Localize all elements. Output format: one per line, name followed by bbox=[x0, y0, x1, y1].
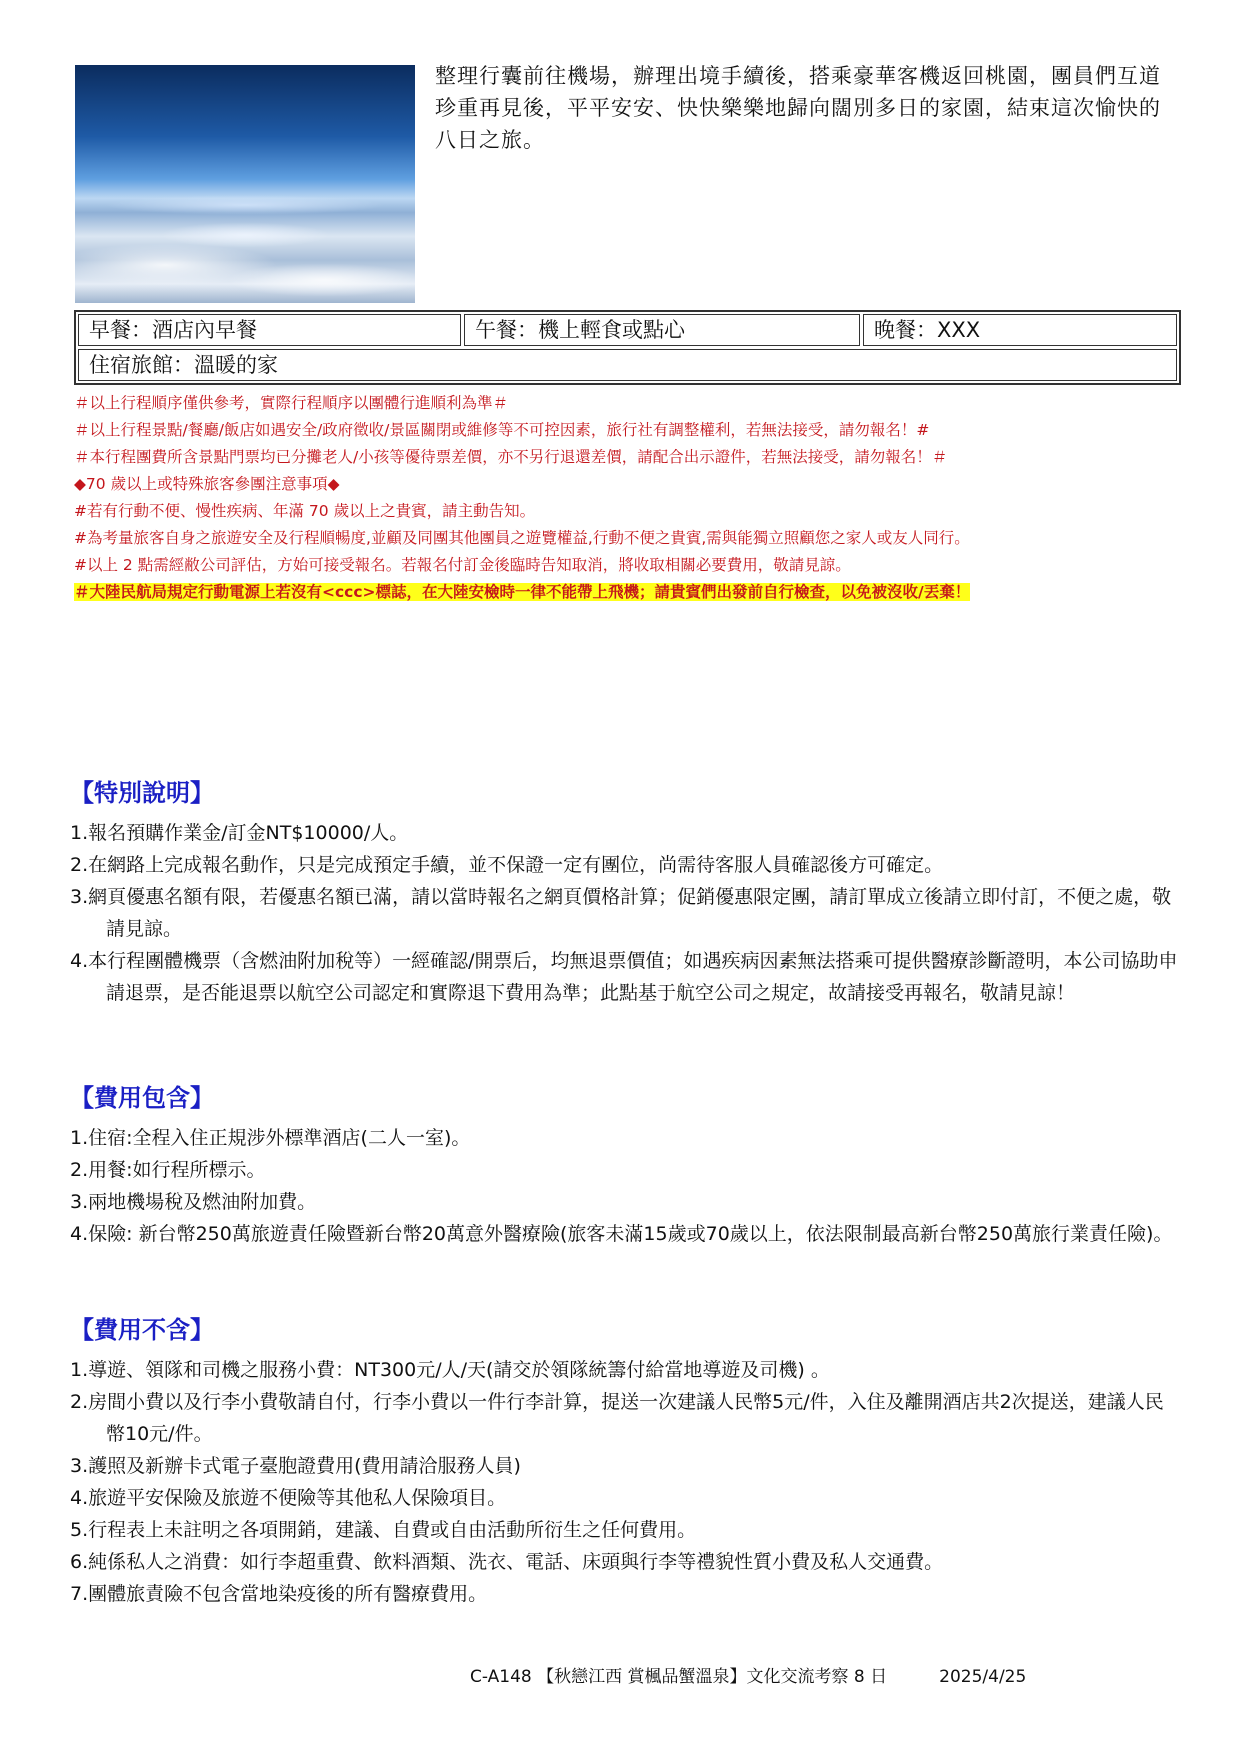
excluded-section bbox=[70, 1312, 1180, 1610]
special-section bbox=[70, 775, 1180, 1009]
note-line: ＃本行程團費所含景點門票均已分攤老人/小孩等優待票差價，亦不另行退還差價，請配合出示證件，若無法接受，請勿報名！＃ bbox=[74, 448, 948, 466]
note-line: ＃以上行程順序僅供參考，實際行程順序以團體行進順利為準＃ bbox=[74, 394, 509, 412]
day-intro-text: 整理行囊前往機場，辦理出境手續後，搭乘豪華客機返回桃園，團員們互道珍重再見後，平平安安、快快樂樂地歸向闊別多日的家園，結束這次愉快的八日之旅。 bbox=[435, 64, 1161, 152]
list-item: 2.用餐:如行程所標示。 bbox=[70, 1159, 266, 1181]
note-line: #以上 2 點需經敝公司評估，方始可接受報名。若報名付訂金後臨時告知取消，將收取相關必要費用，敬請見諒。 bbox=[74, 556, 851, 574]
list-item: 5.行程表上未註明之各項開銷，建議、自費或自由活動所衍生之任何費用。 bbox=[70, 1519, 697, 1541]
hotel-cell: 住宿旅館：溫暖的家 bbox=[78, 349, 1177, 381]
list-item: 6.純係私人之消費：如行李超重費、飲料酒類、洗衣、電話、床頭與行李等禮貌性質小費及私人交通費。 bbox=[70, 1551, 944, 1573]
notes-block bbox=[74, 390, 1184, 606]
note-line: ＃以上行程景點/餐廳/飯店如遇安全/政府徵收/景區關閉或維修等不可控因素，旅行社有調整權利，若無法接受，請勿報名！# bbox=[74, 421, 930, 439]
special-list bbox=[70, 817, 1180, 1009]
list-item: 4.保險: 新台幣250萬旅遊責任險暨新台幣20萬意外醫療險(旅客未滿15歲或70歲以上，依法限制最高新台幣250萬旅行業責任險)。 bbox=[70, 1223, 1173, 1245]
list-item: 4.旅遊平安保險及旅遊不便險等其他私人保險項目。 bbox=[70, 1487, 507, 1509]
included-section bbox=[70, 1080, 1180, 1250]
list-item: 3.網頁優惠名額有限，若優惠名額已滿，請以當時報名之網頁價格計算；促銷優惠限定團，請訂單成立後請立即付訂，不便之處，敬請見諒。 bbox=[70, 886, 1172, 940]
dinner-cell: 晚餐：XXX bbox=[863, 314, 1177, 346]
excluded-list bbox=[70, 1354, 1180, 1610]
lunch-cell: 午餐：機上輕食或點心 bbox=[464, 314, 860, 346]
footer-date: 2025/4/25 bbox=[939, 1667, 1027, 1687]
list-item: 1.報名預購作業金/訂金NT$10000/人。 bbox=[70, 822, 409, 844]
highlight-note-text: ＃大陸民航局規定行動電源上若沒有<ccc>標誌，在大陸安檢時一律不能帶上飛機；請貴賓們出發前自行檢查，以免被沒收/丟棄！ bbox=[74, 583, 971, 601]
footer-code: C-A148 【秋戀江西 賞楓品蟹溫泉】文化交流考察 8 日 bbox=[470, 1667, 888, 1687]
included-title: 【費用包含】 bbox=[70, 1084, 214, 1112]
list-item: 2.在網路上完成報名動作，只是完成預定手續，並不保證一定有團位，尚需待客服人員確認後方可確定。 bbox=[70, 854, 944, 876]
excluded-title: 【費用不含】 bbox=[70, 1316, 214, 1344]
list-item: 1.導遊、領隊和司機之服務小費：NT300元/人/天(請交於領隊統籌付給當地導遊及司機) 。 bbox=[70, 1359, 830, 1381]
list-item: 2.房間小費以及行李小費敬請自付，行李小費以一件行李計算，提送一次建議人民幣5元/件，入住及離開酒店共2次提送，建議人民幣10元/件。 bbox=[70, 1391, 1164, 1445]
list-item: 7.團體旅責險不包含當地染疫後的所有醫療費用。 bbox=[70, 1583, 488, 1605]
list-item: 1.住宿:全程入住正規涉外標準酒店(二人一室)。 bbox=[70, 1127, 471, 1149]
note-line: #若有行動不便、慢性疾病、年滿 70 歲以上之貴賓，請主動告知。 bbox=[74, 502, 536, 520]
breakfast-cell: 早餐：酒店內早餐 bbox=[78, 314, 461, 346]
note-line: ◆70 歲以上或特殊旅客參團注意事項◆ bbox=[74, 475, 340, 493]
list-item: 4.本行程團體機票（含燃油附加稅等）一經確認/開票后，均無退票價值；如遇疾病因素無法搭乘可提供醫療診斷證明，本公司協助申請退票，是否能退票以航空公司認定和實際退下費用為準；此點基于航空公司之規定，故請接受再報名，敬請見諒！ bbox=[70, 950, 1178, 1004]
page-footer bbox=[470, 1662, 1026, 1687]
highlight-note-line bbox=[74, 579, 1184, 606]
list-item: 3.護照及新辦卡式電子臺胞證費用(費用請洽服務人員) bbox=[70, 1455, 521, 1477]
included-list bbox=[70, 1122, 1180, 1250]
list-item: 3.兩地機場稅及燃油附加費。 bbox=[70, 1191, 317, 1213]
meals-table bbox=[74, 310, 1181, 385]
sky-clouds-photo bbox=[75, 65, 415, 303]
special-title: 【特別說明】 bbox=[70, 779, 214, 807]
meals-row bbox=[78, 314, 1177, 346]
note-line: #為考量旅客自身之旅遊安全及行程順暢度,並顧及同團其他團員之遊覽權益,行動不便之貴賓,需與能獨立照顧您之家人或友人同行。 bbox=[74, 529, 970, 547]
hotel-row bbox=[78, 349, 1177, 381]
